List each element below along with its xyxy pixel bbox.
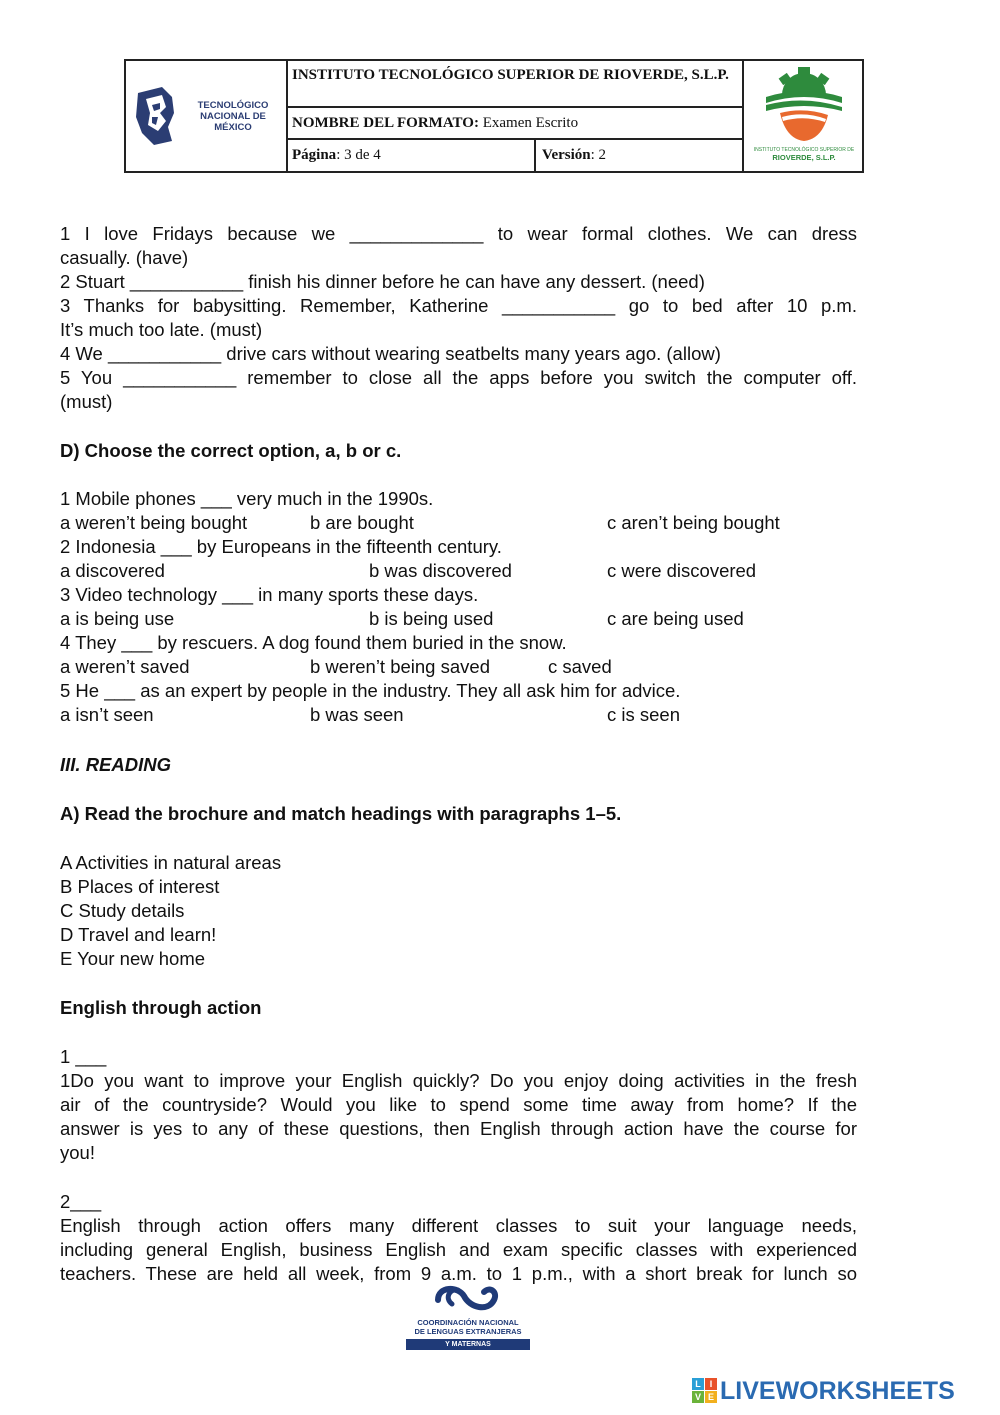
d-option-5b: b was seen	[310, 704, 404, 725]
version-value: : 2	[590, 147, 607, 163]
liveworksheets-brand[interactable]	[692, 1376, 992, 1408]
paragraph-2-line-1: English through action offers many different classes to suit your language needs,	[60, 1215, 857, 1236]
c-question-1-line-1: 1 I love Fridays because we _____________ to wear formal clothes. We can dress	[60, 223, 857, 244]
format-value: Examen Escrito	[478, 115, 579, 131]
page-number	[292, 147, 532, 164]
c-question-4: 4 We ___________ drive cars without wearing seatbelts many years ago. (allow)	[60, 343, 721, 364]
d-question-5: 5 He ___ as an expert by people in the industry. They all ask him for advice.	[60, 680, 681, 701]
d-question-1: 1 Mobile phones ___ very much in the 1990s.	[60, 488, 434, 509]
logo-letter-v: V	[692, 1391, 704, 1403]
version-label: Versión	[542, 147, 591, 163]
itsr-logo	[746, 63, 862, 169]
institute-name: INSTITUTO TECNOLÓGICO SUPERIOR DE RIOVERDE, S.L.P.	[292, 67, 729, 83]
heading-option-e: E Your new home	[60, 948, 206, 969]
d-option-5c: c is seen	[607, 704, 681, 725]
paragraph-1-line-1: 1Do you want to improve your English quickly? Do you enjoy doing activities in the fresh	[60, 1070, 857, 1091]
itsr-logo-small-text: INSTITUTO TECNOLÓGICO SUPERIOR DE	[753, 147, 855, 153]
reading-task-title: A) Read the brochure and match headings with paragraphs 1–5.	[60, 803, 622, 824]
reading-section-title: III. READING	[60, 754, 172, 775]
paragraph-2-line-2: including general English, business English and exam specific classes with experienced	[60, 1239, 857, 1260]
d-option-1a: a weren’t being bought	[60, 512, 248, 533]
paragraph-1-label: 1 ___	[60, 1046, 107, 1067]
itsr-gear-icon	[762, 67, 846, 147]
paragraph-2-label: 2___	[60, 1191, 102, 1212]
d-option-2c: c were discovered	[607, 560, 757, 581]
cnle-wave-icon	[434, 1282, 506, 1316]
version	[542, 147, 740, 164]
cnle-logo	[404, 1282, 532, 1352]
liveworksheets-wordmark: LIVEWORKSHEETS	[720, 1377, 955, 1405]
d-option-2b: b was discovered	[369, 560, 512, 581]
document-header	[124, 59, 864, 173]
d-option-2a: a discovered	[60, 560, 165, 581]
heading-option-c: C Study details	[60, 900, 185, 921]
paragraph-1-line-3: answer is yes to any of these questions, then English through action have the course for	[60, 1118, 857, 1139]
tecnm-logo	[130, 81, 284, 151]
c-question-5-line-2: (must)	[60, 391, 113, 412]
d-option-4b: b weren’t being saved	[310, 656, 490, 677]
logo-letter-i: I	[705, 1378, 717, 1390]
d-option-3c: c are being used	[607, 608, 744, 629]
cnle-text-3: Y MATERNAS	[406, 1339, 530, 1350]
tecnm-emblem-icon	[132, 83, 180, 149]
tecnm-logo-text-1: TECNOLÓGICO	[197, 100, 269, 111]
section-d-title: D) Choose the correct option, a, b or c.	[60, 440, 402, 461]
c-question-2: 2 Stuart ___________ finish his dinner before he can have any dessert. (need)	[60, 271, 705, 292]
paragraph-1-line-4: you!	[60, 1142, 95, 1163]
d-option-1b: b are bought	[310, 512, 414, 533]
d-question-2: 2 Indonesia ___ by Europeans in the fifteenth century.	[60, 536, 502, 557]
d-option-5a: a isn’t seen	[60, 704, 154, 725]
d-question-4: 4 They ___ by rescuers. A dog found them buried in the snow.	[60, 632, 567, 653]
c-question-3-line-2: It’s much too late. (must)	[60, 319, 263, 340]
d-option-4c: c saved	[548, 656, 612, 677]
cnle-text-2: DE LENGUAS EXTRANJERAS	[414, 1327, 522, 1336]
heading-option-a: A Activities in natural areas	[60, 852, 282, 873]
format-name	[292, 115, 740, 132]
page-value: : 3 de 4	[336, 147, 381, 163]
d-option-3a: a is being use	[60, 608, 175, 629]
brochure-title: English through action	[60, 997, 262, 1018]
c-question-3-line-1: 3 Thanks for babysitting. Remember, Katherine ___________ go to bed after 10 p.m.	[60, 295, 857, 316]
liveworksheets-logo-icon	[692, 1378, 718, 1404]
heading-option-d: D Travel and learn!	[60, 924, 217, 945]
tecnm-logo-text-2: NACIONAL DE MÉXICO	[200, 111, 266, 133]
heading-option-b: B Places of interest	[60, 876, 220, 897]
d-option-4a: a weren’t saved	[60, 656, 190, 677]
c-question-5-line-1: 5 You ___________ remember to close all the apps before you switch the computer off.	[60, 367, 857, 388]
cnle-text-1: COORDINACIÓN NACIONAL	[417, 1318, 519, 1327]
paragraph-1-line-2: air of the countryside? Would you like to spend some time away from home? If the	[60, 1094, 857, 1115]
d-option-1c: c aren’t being bought	[607, 512, 780, 533]
paragraph-2-line-3: teachers. These are held all week, from 9 a.m. to 1 p.m., with a short break for lunch so	[60, 1263, 857, 1284]
format-label: NOMBRE DEL FORMATO:	[292, 115, 479, 131]
logo-letter-e: E	[705, 1391, 717, 1403]
d-question-3: 3 Video technology ___ in many sports these days.	[60, 584, 479, 605]
page-label: Página	[292, 147, 337, 163]
c-question-1-line-2: casually. (have)	[60, 247, 189, 268]
d-option-3b: b is being used	[369, 608, 494, 629]
itsr-logo-name: RIOVERDE, S.L.P.	[772, 153, 836, 162]
logo-letter-l: L	[692, 1378, 704, 1390]
